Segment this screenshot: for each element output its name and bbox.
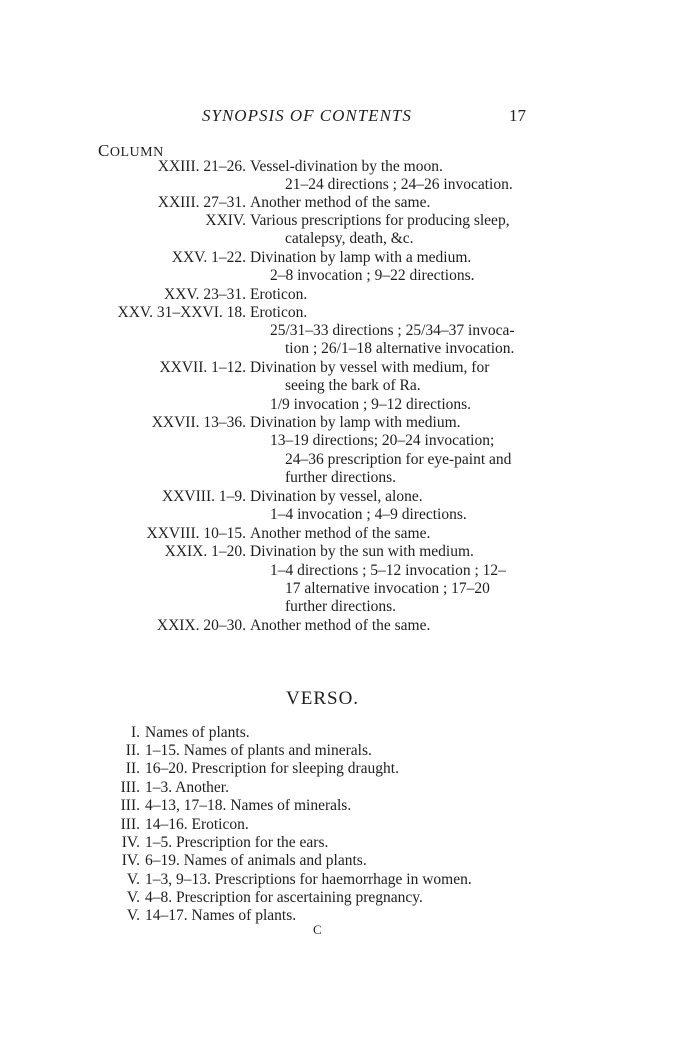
entry-text: catalepsy, death, &c. bbox=[285, 230, 414, 247]
entry-ref: XXV. 1–22. bbox=[171, 249, 246, 266]
entry-ref: XXV. 31–XXVI. 18. bbox=[117, 304, 246, 321]
verso-numeral: V. bbox=[126, 889, 140, 906]
entry-text: 1–4 invocation ; 4–9 directions. bbox=[270, 506, 467, 523]
verso-text: 6–19. Names of animals and plants. bbox=[145, 852, 367, 869]
entry-text: Various prescriptions for producing sleep, bbox=[250, 212, 510, 229]
entry-text: Another method of the same. bbox=[250, 617, 431, 634]
entry-ref: XXIII. 21–26. bbox=[157, 158, 246, 175]
entry-text: Vessel-divination by the moon. bbox=[250, 158, 443, 175]
verso-text: 1–5. Prescription for the ears. bbox=[145, 834, 329, 851]
verso-numeral: I. bbox=[130, 724, 140, 741]
verso-text: 14–17. Names of plants. bbox=[145, 907, 297, 924]
entry-text: 25/31–33 directions ; 25/34–37 invoca- bbox=[270, 322, 515, 339]
entry-text: Divination by vessel with medium, for bbox=[250, 359, 490, 376]
entry-text: 1/9 invocation ; 9–12 directions. bbox=[270, 396, 472, 413]
entry-text: Divination by lamp with a medium. bbox=[250, 249, 472, 266]
entry-text: 21–24 directions ; 24–26 invocation. bbox=[285, 176, 513, 193]
entry-text: Another method of the same. bbox=[250, 525, 431, 542]
entry-text: Eroticon. bbox=[250, 304, 308, 321]
verso-numeral: II. bbox=[125, 742, 140, 759]
entry-ref: XXV. 23–31. bbox=[164, 286, 246, 303]
entry-text: 13–19 directions; 20–24 invocation; bbox=[270, 432, 495, 449]
verso-numeral: V. bbox=[126, 907, 140, 924]
column-label: COLUMN bbox=[98, 141, 164, 160]
entry-ref: XXIX. 20–30. bbox=[156, 617, 246, 634]
verso-numeral: IV. bbox=[121, 834, 140, 851]
entry-text: 24–36 prescription for eye-paint and bbox=[285, 451, 512, 468]
entry-text: Eroticon. bbox=[250, 286, 308, 303]
verso-text: 14–16. Eroticon. bbox=[145, 816, 249, 833]
verso-text: 1–3. Another. bbox=[145, 779, 229, 796]
entry-text: Another method of the same. bbox=[250, 194, 431, 211]
verso-numeral: III. bbox=[120, 816, 140, 833]
entry-text: 2–8 invocation ; 9–22 directions. bbox=[270, 267, 475, 284]
signature-mark: C bbox=[313, 922, 322, 937]
verso-numeral: III. bbox=[120, 779, 140, 796]
verso-text: 4–8. Prescription for ascertaining pregnancy. bbox=[145, 889, 423, 906]
verso-numeral: III. bbox=[120, 797, 140, 814]
entry-text: further directions. bbox=[285, 469, 397, 486]
entry-ref: XXVII. 1–12. bbox=[159, 359, 246, 376]
verso-text: Names of plants. bbox=[145, 724, 250, 741]
verso-heading: VERSO. bbox=[286, 688, 360, 709]
verso-numeral: V. bbox=[126, 871, 140, 888]
entry-ref: XXVIII. 10–15. bbox=[146, 525, 246, 542]
entry-text: Divination by vessel, alone. bbox=[250, 488, 423, 505]
running-title: SYNOPSIS OF CONTENTS bbox=[202, 106, 412, 125]
page-number: 17 bbox=[509, 106, 526, 125]
entry-text: 17 alternative invocation ; 17–20 bbox=[285, 580, 490, 597]
entry-text: Divination by the sun with medium. bbox=[250, 543, 474, 560]
entry-text: Divination by lamp with medium. bbox=[250, 414, 461, 431]
entry-text: seeing the bark of Ra. bbox=[285, 377, 421, 394]
entry-ref: XXVIII. 1–9. bbox=[162, 488, 246, 505]
entry-ref: XXIV. bbox=[205, 212, 246, 229]
entry-text: tion ; 26/1–18 alternative invocation. bbox=[285, 340, 515, 357]
entry-ref: XXIX. 1–20. bbox=[164, 543, 246, 560]
verso-text: 1–3, 9–13. Prescriptions for haemorrhage in women. bbox=[145, 871, 472, 888]
verso-text: 16–20. Prescription for sleeping draught. bbox=[145, 760, 399, 777]
entry-text: 1–4 directions ; 5–12 invocation ; 12– bbox=[270, 562, 506, 579]
entry-ref: XXVII. 13–36. bbox=[151, 414, 246, 431]
verso-text: 1–15. Names of plants and minerals. bbox=[145, 742, 372, 759]
verso-numeral: II. bbox=[125, 760, 140, 777]
verso-numeral: IV. bbox=[121, 852, 140, 869]
entry-text: further directions. bbox=[285, 598, 397, 615]
entry-ref: XXIII. 27–31. bbox=[157, 194, 246, 211]
verso-text: 4–13, 17–18. Names of minerals. bbox=[145, 797, 352, 814]
